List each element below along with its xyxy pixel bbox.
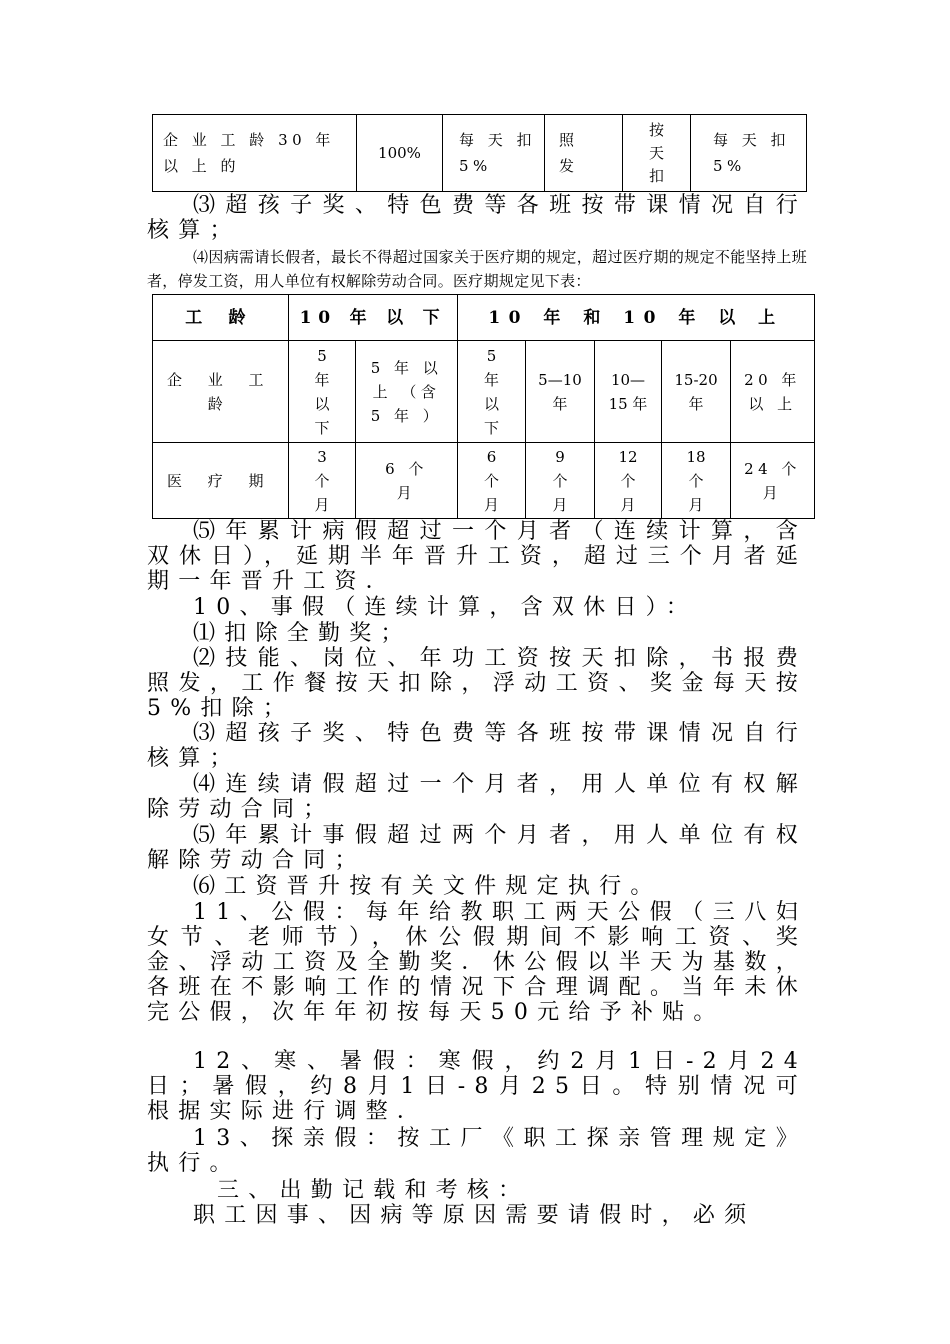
section-heading: 三、出勤记载和考核：	[217, 1178, 530, 1203]
paragraph: 10、事假（连续计算，含双休日）：	[193, 595, 698, 620]
table-cell: 每 天 扣 5%	[443, 115, 545, 192]
cell-text: 照 发	[559, 131, 579, 175]
table-cell: 6 个 月	[356, 443, 458, 519]
table-cell	[545, 115, 623, 192]
paragraph: ⑷因病需请长假者，最长不得超过国家关于医疗期的规定，超过医疗期的规定不能坚持上班者，停发工资，用人单位有权解除劳动合同。医疗期规定见下表：	[147, 248, 807, 290]
table-cell: 5—10 年	[526, 341, 595, 443]
table-cell	[662, 443, 731, 519]
table-header-row	[153, 295, 815, 341]
table-cell	[289, 341, 356, 443]
table-cell	[623, 115, 691, 192]
row-label: 医 疗 期	[153, 443, 289, 519]
row-label: 企 业 工 龄	[153, 341, 289, 443]
header-cell: 10 年 和 10 年 以 上	[458, 295, 815, 341]
cell-text: 12 个 月	[618, 447, 638, 514]
paragraph: ⑴扣除全勤奖；	[193, 621, 412, 646]
table-cell	[595, 443, 662, 519]
table-cell	[526, 443, 595, 519]
table-cell: 企 业 工 龄 30 年 以 上 的	[153, 115, 357, 192]
paragraph: ⑸年累计事假超过两个月者，用人单位有权解除劳动合同；	[147, 823, 807, 873]
medical-period-table	[152, 294, 815, 519]
paragraph: ⑵技能、岗位、年功工资按天扣除，书报费照发，工作餐按天扣除，浮动工资、奖金每天按5%扣除；	[147, 646, 807, 721]
paragraph: ⑶超孩子奖、特色费等各班按带课情况自行核算；	[147, 193, 807, 243]
table-cell: 15-20 年	[662, 341, 731, 443]
table-cell	[289, 443, 356, 519]
table-row	[153, 115, 807, 192]
cell-text: 5 年 以 下	[483, 346, 499, 437]
table-cell: 10—15 年	[595, 341, 662, 443]
cell-text: 6 个 月	[483, 447, 499, 514]
paragraph: 13、探亲假：按工厂《职工探亲管理规定》执行。	[147, 1126, 807, 1176]
paragraph: ⑶超孩子奖、特色费等各班按带课情况自行核算；	[147, 721, 807, 771]
table-row	[153, 341, 815, 443]
header-cell: 10 年 以 下	[289, 295, 458, 341]
table-cell: 每 天 扣 5%	[691, 115, 807, 192]
table-cell: 5 年 以 上 （含 5 年 ）	[356, 341, 458, 443]
deduction-table	[152, 114, 807, 192]
paragraph: 12、寒、暑假：寒假，约2月1日-2月24日；暑假，约8月1日-8月25日。特别情况可根据实际进行调整．	[147, 1049, 807, 1124]
cell-text: 3 个 月	[314, 447, 330, 514]
table-cell: 20 年 以 上	[731, 341, 815, 443]
cell-text: 按 天 扣	[648, 120, 664, 185]
paragraph: ⑹工资晋升按有关文件规定执行。	[193, 874, 662, 899]
paragraph: 11、公假：每年给教职工两天公假（三八妇女节、老师节），休公假期间不影响工资、奖金、浮动工资及全勤奖．休公假以半天为基数，各班在不影响工作的情况下合理调配。当年未休完公假，次年年初按每天50元给予补贴。	[147, 900, 807, 1025]
cell-text: 18 个 月	[686, 447, 706, 514]
table-cell: 24 个 月	[731, 443, 815, 519]
table-row	[153, 443, 815, 519]
table-cell	[458, 443, 526, 519]
table-cell: 100%	[357, 115, 443, 192]
cell-text: 5 年 以 下	[314, 346, 330, 437]
paragraph: ⑷连续请假超过一个月者，用人单位有权解除劳动合同；	[147, 772, 807, 822]
header-cell: 工 龄	[153, 295, 289, 341]
paragraph: ⑸年累计病假超过一个月者（连续计算，含双休日），延期半年晋升工资，超过三个月者延期一年晋升工资．	[147, 519, 807, 594]
cell-text: 9 个 月	[552, 447, 568, 514]
paragraph: 职工因事、因病等原因需要请假时，必须	[193, 1203, 756, 1228]
table-cell	[458, 341, 526, 443]
